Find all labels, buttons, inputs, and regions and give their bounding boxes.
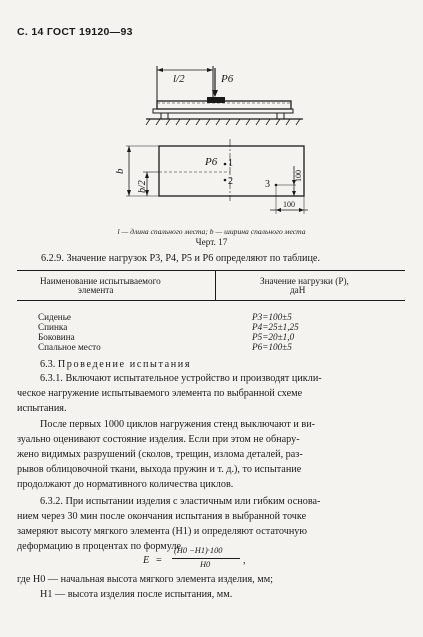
table-column-divider — [215, 270, 216, 300]
formula-numerator: (H0 −H1)·100 — [174, 546, 223, 555]
formula-equals: = — [156, 555, 162, 566]
width-label: b — [114, 168, 126, 174]
point-3-label: 3 — [265, 179, 270, 190]
half-width-label: b/2 — [137, 180, 148, 193]
table-row-value: P3=100±5 — [252, 312, 292, 322]
figure-17 — [0, 0, 423, 230]
table-top-rule — [17, 270, 405, 271]
fraction-bar — [172, 558, 240, 559]
table-row-name: Спинка — [38, 322, 68, 332]
paragraph-6-2-9: 6.2.9. Значение нагрузок P3, P4, P5 и P6 определяют по таблице. — [41, 253, 320, 264]
side-view — [146, 66, 303, 125]
section-heading-6-3 — [40, 359, 191, 370]
paragraph-line: После первых 1000 циклов нагружения стенд выключают и ви- — [40, 419, 316, 430]
table-row-value: P4=25±1,25 — [252, 322, 299, 332]
paragraph-line: жено видимых разрушений (сколов, трещин, излома деталей, раз- — [17, 449, 303, 460]
dim-vertical-label: 100 — [294, 170, 303, 182]
paragraph-line: нием через 30 мин после окончания испытания в выбранной точке — [17, 511, 307, 522]
col1-header-line1: Наименование испытываемого — [40, 276, 161, 286]
formula-denominator: H0 — [200, 560, 211, 569]
paragraph-line: ческое нагружение испытываемого элемента по выбранной схеме — [17, 388, 303, 399]
section-number: 6.3. — [40, 359, 56, 370]
col2-header-line1: Значение нагрузки (P), — [260, 276, 349, 286]
dim-horizontal-label: 100 — [283, 200, 295, 209]
formula-comma: , — [243, 555, 246, 566]
table-header-rule — [17, 300, 405, 301]
paragraph-line: замеряют высоту мягкого элемента (H1) и определяют остаточную — [17, 526, 308, 537]
plan-load-label: P6 — [205, 156, 218, 168]
paragraph-line: рывов облицовочной ткани, выхода пружин и т. д.), то испытание — [17, 464, 302, 475]
paragraph-line: продолжают до нормативного количества циклов. — [17, 479, 234, 490]
col1-header-line2: элемента — [78, 285, 114, 295]
page-header: С. 14 ГОСТ 19120—93 — [17, 26, 133, 38]
plan-view — [114, 139, 308, 214]
where-line: H1 — высота изделия после испытания, мм. — [40, 589, 233, 600]
paragraph-line: 6.3.1. Включают испытательное устройство и производят цикли- — [40, 373, 322, 384]
where-line: где H0 — начальная высота мягкого элемента изделия, мм; — [17, 574, 273, 585]
section-title: Проведение испытания — [57, 359, 192, 370]
table-row-name: Боковина — [38, 332, 75, 342]
paragraph-line: зуально оценивают состояние изделия. Если при этом не обнару- — [17, 434, 300, 445]
figure-caption: l — длина спального места; b — ширина спального места — [117, 227, 306, 236]
paragraph-line: деформацию в процентах по формуле — [17, 541, 182, 552]
figure-number: Черт. 17 — [195, 237, 228, 247]
side-load-label: P6 — [221, 73, 234, 85]
paragraph-line: 6.3.2. При испытании изделия с эластичным или гибким основа- — [40, 496, 321, 507]
point-2-label: 2 — [228, 176, 233, 187]
paragraph-line: испытания. — [17, 403, 67, 414]
table-row-value: P6=100±5 — [252, 342, 292, 352]
table-row-name: Сиденье — [38, 312, 71, 322]
table-row-name: Спальное место — [38, 342, 101, 352]
col2-header-line2: даН — [290, 285, 306, 295]
point-1-label: 1 — [228, 158, 233, 169]
half-length-label: l/2 — [173, 73, 185, 85]
formula-lhs: E — [143, 555, 150, 566]
table-row-value: P5=20±1,0 — [252, 332, 295, 342]
